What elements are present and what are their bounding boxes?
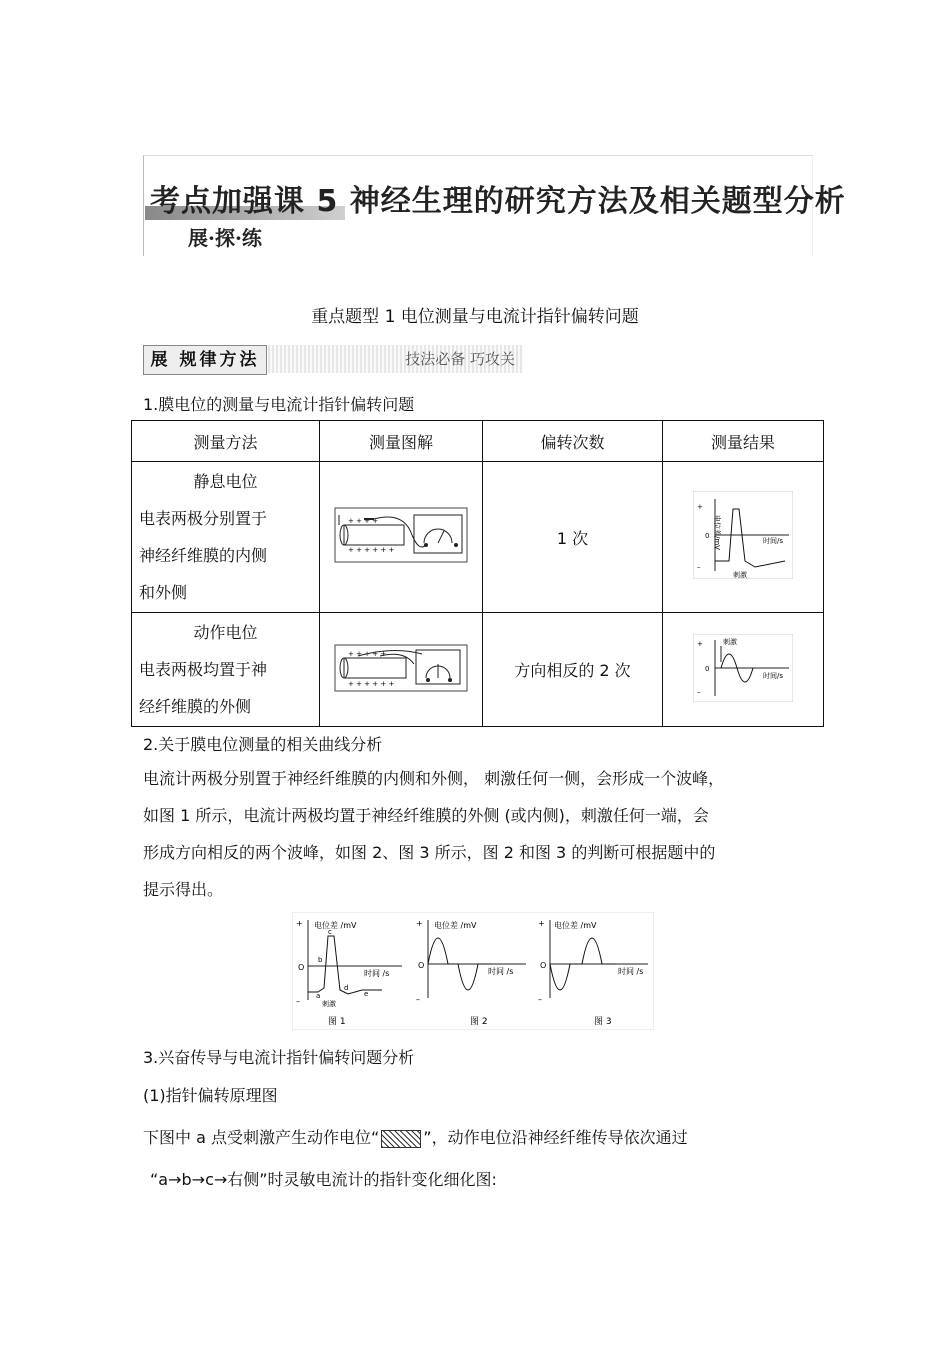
table-row xyxy=(132,462,824,613)
heading-3: 3.兴奋传导与电流计指针偏转问题分析 xyxy=(143,1048,415,1067)
point-a: a xyxy=(316,992,321,1000)
figure-caption: 图 2 xyxy=(470,1017,488,1027)
resting-potential-diagram xyxy=(334,507,468,563)
paragraph-line: 电流计两极分别置于神经纤维膜的内侧和外侧， 刺激任何一侧，会形成一个波峰， xyxy=(143,769,725,788)
method-title: 静息电位 xyxy=(193,472,258,491)
section-title: 重点题型 1 电位测量与电流计指针偏转问题 xyxy=(311,307,639,327)
potential-figures xyxy=(292,912,654,1030)
figure-xlabel: 时间 /s xyxy=(618,967,644,976)
figure-xlabel: 时间 /s xyxy=(488,967,514,976)
svg-text:+: + xyxy=(416,919,423,928)
point-e: e xyxy=(364,990,369,998)
table-header: 偏转次数 xyxy=(483,421,663,462)
result-cell xyxy=(663,462,824,613)
count-cell: 1 次 xyxy=(483,462,663,613)
count-cell: 方向相反的 2 次 xyxy=(483,613,663,727)
graph-xlabel: 时间/s xyxy=(763,671,784,680)
heading-2: 2.关于膜电位测量的相关曲线分析 xyxy=(143,735,383,754)
paragraph-3-line-1 xyxy=(143,1125,688,1148)
svg-text:–: – xyxy=(296,997,300,1006)
diagram-cell xyxy=(320,613,483,727)
result-cell xyxy=(663,613,824,727)
method-line: 经纤维膜的外侧 xyxy=(139,697,252,716)
action-potential-diagram xyxy=(334,644,468,692)
method-line: 神经纤维膜的内侧 xyxy=(139,546,268,565)
action-result-graph xyxy=(693,634,793,702)
svg-text:+ + + +: + + + + xyxy=(348,517,379,525)
point-b: b xyxy=(318,956,323,964)
page-subtitle: 展·探·练 xyxy=(188,226,262,250)
graph-xlabel: 时间/s xyxy=(763,537,784,545)
svg-text:–: – xyxy=(416,995,420,1004)
figure-ylabel: 电位差 /mV xyxy=(554,921,597,930)
svg-text:–: – xyxy=(697,563,701,571)
table-row xyxy=(132,613,824,727)
graph-stim-label: 刺激 xyxy=(723,637,737,646)
paragraph-segment: ”，动作电位沿神经纤维传导依次通过 xyxy=(423,1128,688,1147)
figure-xlabel: 时间 /s xyxy=(364,969,390,978)
svg-text:+: + xyxy=(697,639,703,648)
resting-result-graph xyxy=(693,491,793,579)
paragraph-line: 如图 1 所示，电流计两极均置于神经纤维膜的外侧 (或内侧)，刺激任何一端，会 xyxy=(143,806,709,825)
svg-text:+ + + + + +: + + + + + + xyxy=(348,546,395,554)
svg-text:+ + + + +: + + + + + xyxy=(348,649,387,658)
svg-text:O: O xyxy=(298,963,305,972)
method-line: 和外侧 xyxy=(139,583,188,602)
svg-text:0: 0 xyxy=(705,664,710,673)
svg-text:+ + + + + +: + + + + + + xyxy=(348,679,395,688)
method-title: 动作电位 xyxy=(193,623,258,642)
diagram-cell xyxy=(320,462,483,613)
svg-text:0: 0 xyxy=(705,532,710,540)
graph-stim-label: 刺激 xyxy=(733,571,747,579)
svg-text:O: O xyxy=(418,961,425,970)
svg-text:+: + xyxy=(697,503,703,511)
svg-text:–: – xyxy=(538,995,542,1004)
point-c: c xyxy=(328,928,332,936)
method-line: 电表两极均置于神 xyxy=(139,660,268,679)
paragraph-line: 提示得出。 xyxy=(143,880,224,899)
table-header: 测量结果 xyxy=(663,421,824,462)
point-d: d xyxy=(344,984,349,992)
svg-text:+: + xyxy=(296,919,303,928)
svg-text:–: – xyxy=(697,687,701,696)
paragraph-2 xyxy=(143,760,803,908)
paragraph-3-line-2: “a→b→c→右侧”时灵敏电流计的指针变化细化图: xyxy=(150,1170,497,1189)
table-header: 测量方法 xyxy=(132,421,320,462)
paragraph-line: 形成方向相反的两个波峰，如图 2、图 3 所示，图 2 和图 3 的判断可根据题中的 xyxy=(143,843,716,862)
tag-method-slogan: 技法必备 巧攻关 xyxy=(268,345,523,373)
measurement-table xyxy=(131,420,824,727)
method-cell xyxy=(132,613,320,727)
svg-text:+: + xyxy=(538,919,545,928)
figure-ylabel: 电位差 /mV xyxy=(314,921,357,930)
tag-method-label: 展 规律方法 xyxy=(143,345,267,375)
heading-1: 1.膜电位的测量与电流计指针偏转问题 xyxy=(143,395,415,414)
table-header: 测量图解 xyxy=(320,421,483,462)
heading-4: (1)指针偏转原理图 xyxy=(143,1086,278,1105)
method-line: 电表两极分别置于 xyxy=(139,509,268,528)
hatched-legend-icon xyxy=(381,1130,421,1148)
figure-caption: 图 1 xyxy=(328,1017,346,1027)
figure-stim-label: 刺激 xyxy=(322,1000,336,1008)
method-cell xyxy=(132,462,320,613)
paragraph-segment: 下图中 a 点受刺激产生动作电位“ xyxy=(143,1128,380,1147)
figure-ylabel: 电位差 /mV xyxy=(434,921,477,930)
page-title: 考点加强课 5 神经生理的研究方法及相关题型分析 xyxy=(150,184,846,219)
svg-text:O: O xyxy=(540,961,547,970)
figure-caption: 图 3 xyxy=(594,1017,612,1027)
graph-ylabel: 电位差/mV xyxy=(713,515,721,550)
